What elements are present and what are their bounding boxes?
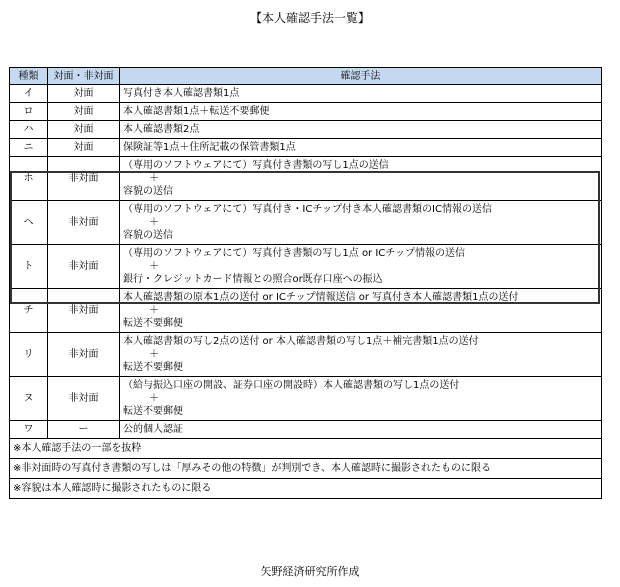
- method-line: 銀行・クレジットカード情報との照合or既存口座への振込: [123, 274, 383, 285]
- method-line: （給与振込口座の開設、証券口座の開設時）本人確認書類の写し1点の送付: [123, 380, 460, 391]
- row-method: [120, 377, 602, 421]
- plus-sign: ＋: [149, 305, 159, 316]
- source-credit: 矢野経済研究所作成: [260, 565, 360, 578]
- row-mode: 非対面: [48, 377, 120, 421]
- note-row: [10, 439, 602, 459]
- table-row: [10, 333, 602, 377]
- row-kind: ヘ: [10, 201, 48, 245]
- table-header-row: [10, 68, 602, 85]
- plus-sign: ＋: [149, 349, 159, 360]
- table-row: [10, 245, 602, 289]
- method-line: （専用のソフトウェアにて）写真付き書類の写し1点 or ICチップ情報の送信: [123, 248, 465, 259]
- row-kind: ワ: [10, 421, 48, 439]
- row-method: [120, 157, 602, 201]
- table-row: [10, 157, 602, 201]
- method-line: 転送不要郵便: [123, 362, 183, 373]
- table-row: [10, 85, 602, 103]
- row-mode: 非対面: [48, 157, 120, 201]
- row-mode: 対面: [48, 85, 120, 103]
- plus-sign: ＋: [149, 261, 159, 272]
- plus-sign: ＋: [149, 393, 159, 404]
- note-text: ※本人確認手法の一部を抜粋: [10, 439, 602, 459]
- plus-sign: ＋: [149, 173, 159, 184]
- row-method: [120, 201, 602, 245]
- header-kind: 種類: [10, 68, 48, 85]
- row-mode: 非対面: [48, 289, 120, 333]
- method-line: （専用のソフトウェアにて）写真付き・ICチップ付き本人確認書類のIC情報の送信: [123, 204, 492, 215]
- row-mode: 非対面: [48, 201, 120, 245]
- method-line: 転送不要郵便: [123, 318, 183, 329]
- row-mode: 対面: [48, 121, 120, 139]
- row-method: [120, 289, 602, 333]
- row-method: 本人確認書類1点＋転送不要郵便: [120, 103, 602, 121]
- row-kind: ニ: [10, 139, 48, 157]
- method-line: 転送不要郵便: [123, 406, 183, 417]
- note-text: ※非対面時の写真付き書類の写しは「厚みその他の特徴」が判別でき、本人確認時に撮影されたものに限る: [10, 459, 602, 479]
- row-mode: 対面: [48, 139, 120, 157]
- table-row: [10, 103, 602, 121]
- header-method: 確認手法: [120, 68, 602, 85]
- method-line: 本人確認書類の原本1点の送付 or ICチップ情報送信 or 写真付き本人確認書類1点の送付: [123, 292, 519, 303]
- note-row: [10, 479, 602, 499]
- row-kind: ト: [10, 245, 48, 289]
- note-text: ※容貌は本人確認時に撮影されたものに限る: [10, 479, 602, 499]
- row-mode: 対面: [48, 103, 120, 121]
- row-kind: ヌ: [10, 377, 48, 421]
- header-mode: 対面・非対面: [48, 68, 120, 85]
- note-row: [10, 459, 602, 479]
- method-line: 容貌の送信: [123, 186, 173, 197]
- method-line: （専用のソフトウェアにて）写真付き書類の写し1点の送信: [123, 160, 389, 171]
- table-row: [10, 121, 602, 139]
- table-row: [10, 421, 602, 439]
- table-row: [10, 139, 602, 157]
- plus-sign: ＋: [149, 217, 159, 228]
- row-method: 本人確認書類2点: [120, 121, 602, 139]
- row-method: [120, 333, 602, 377]
- row-kind: リ: [10, 333, 48, 377]
- row-method: 公的個人認証: [120, 421, 602, 439]
- verification-methods-table: [9, 67, 602, 499]
- method-line: 容貌の送信: [123, 230, 173, 241]
- page-title: 【本人確認手法一覧】: [249, 11, 370, 25]
- table-row: [10, 289, 602, 333]
- row-kind: チ: [10, 289, 48, 333]
- row-kind: ホ: [10, 157, 48, 201]
- row-kind: ハ: [10, 121, 48, 139]
- method-line: 本人確認書類の写し2点の送付 or 本人確認書類の写し1点＋補完書類1点の送付: [123, 336, 479, 347]
- table-row: [10, 377, 602, 421]
- row-kind: ロ: [10, 103, 48, 121]
- row-mode: 非対面: [48, 333, 120, 377]
- row-method: [120, 245, 602, 289]
- row-method: 写真付き本人確認書類1点: [120, 85, 602, 103]
- row-mode: ー: [48, 421, 120, 439]
- row-mode: 非対面: [48, 245, 120, 289]
- table-row: [10, 201, 602, 245]
- row-method: 保険証等1点＋住所記載の保管書類1点: [120, 139, 602, 157]
- row-kind: イ: [10, 85, 48, 103]
